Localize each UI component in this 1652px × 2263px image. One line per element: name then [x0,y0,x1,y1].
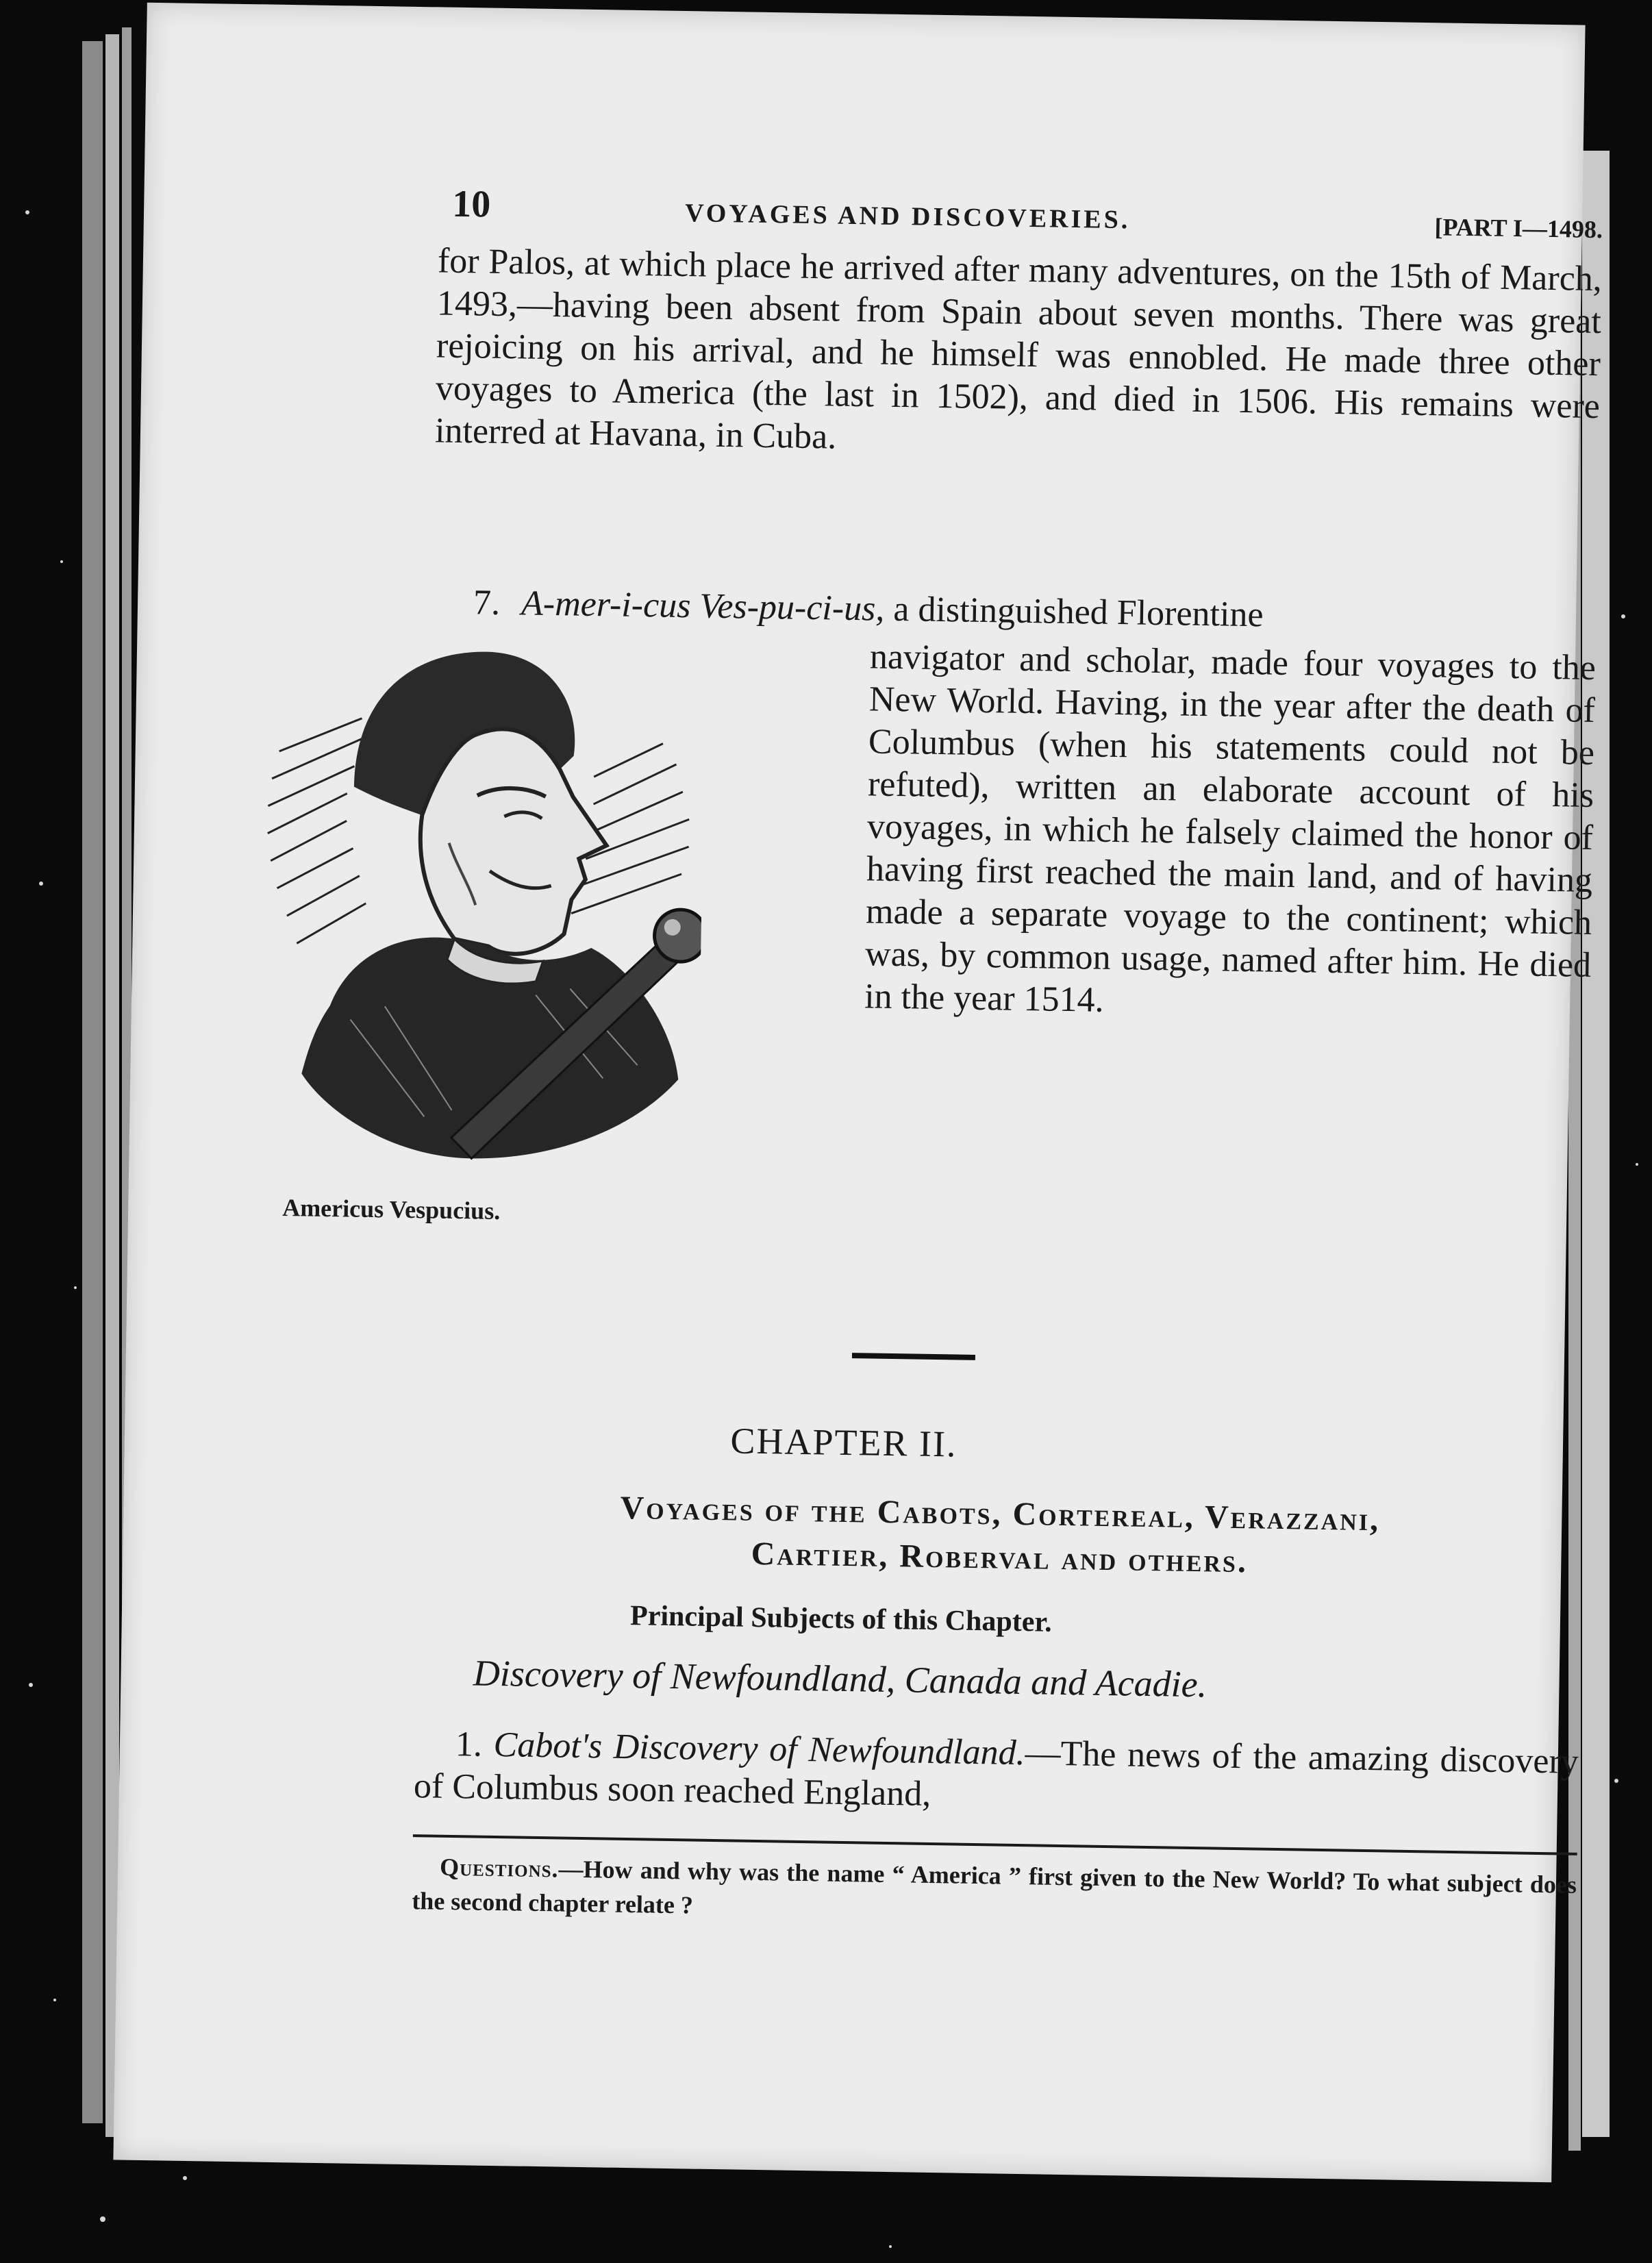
running-title: VOYAGES AND DISCOVERIES. [684,199,1131,235]
paragraph-text: for Palos, at which place he arrived after many adventures, on the 15th of March, 1493,—having been absent from Spain about seven months. There was great rejoicing on his arrival, and he himself was ennobled. He made three other voyages to America (the last in 1502), and died in 1506. His remains were interred at Havana, in Cuba. [434,241,1603,457]
page-number: 10 [451,182,491,226]
portrait-caption: Americus Vespucius. [281,1194,501,1225]
section-1-body: —The news of the amazing discovery of Columbus soon reached England, [413,1734,1579,1814]
part-label: [PART I—1498. [1434,213,1603,244]
portrait-engraving [245,634,705,1168]
section-rule [852,1353,975,1360]
section-1-text [414,1723,1579,1826]
chapter-heading [417,1483,1583,1589]
paragraph-number: 7. [473,583,501,623]
paragraph-wrap-column [864,636,1597,1029]
paragraph-vespucius [432,581,1597,1020]
chapter-heading-line-1: Voyages of the Cabots, Cortereal, Verazzani, [620,1489,1381,1538]
questions-body: —How and why was the name “ America ” first given to the New World? To what subject does the second chapter relate ? [412,1855,1577,1919]
paragraph-columbus-end [435,240,1603,471]
book-page [113,3,1603,2183]
chapter-subjects: Discovery of Newfoundland, Canada and Acadie. [473,1652,1207,1705]
paragraph-lead [432,581,1597,642]
section-1-title: Cabot's Discovery of Newfoundland. [493,1725,1026,1773]
section-1-paragraph [414,1723,1579,1826]
questions-footnote [412,1849,1577,1936]
questions-text [412,1849,1577,1936]
vespucius-name: A-mer-i-cus Ves-pu-ci-us, [521,584,885,629]
paragraph-lead-text: a distinguished Florentine [892,589,1264,635]
chapter-heading-line-2: Cartier, Roberval and others. [751,1535,1249,1580]
paragraph-text: navigator and scholar, made four voyages to the New World. Having, in the year after the death of Columbus (when his statements could not be refuted), written an elaborate account of his voyages, in which he falsely claimed the honor of having first reached the main land, and of having made a separate voyage to the continent; which was, by common usage, named after him. He died in the year 1514. [864,637,1597,1020]
subjects-label: Principal Subjects of this Chapter. [629,1600,1053,1638]
section-1-number: 1. [455,1725,483,1764]
chapter-title: CHAPTER II. [730,1420,958,1465]
questions-label: Questions. [439,1853,559,1883]
